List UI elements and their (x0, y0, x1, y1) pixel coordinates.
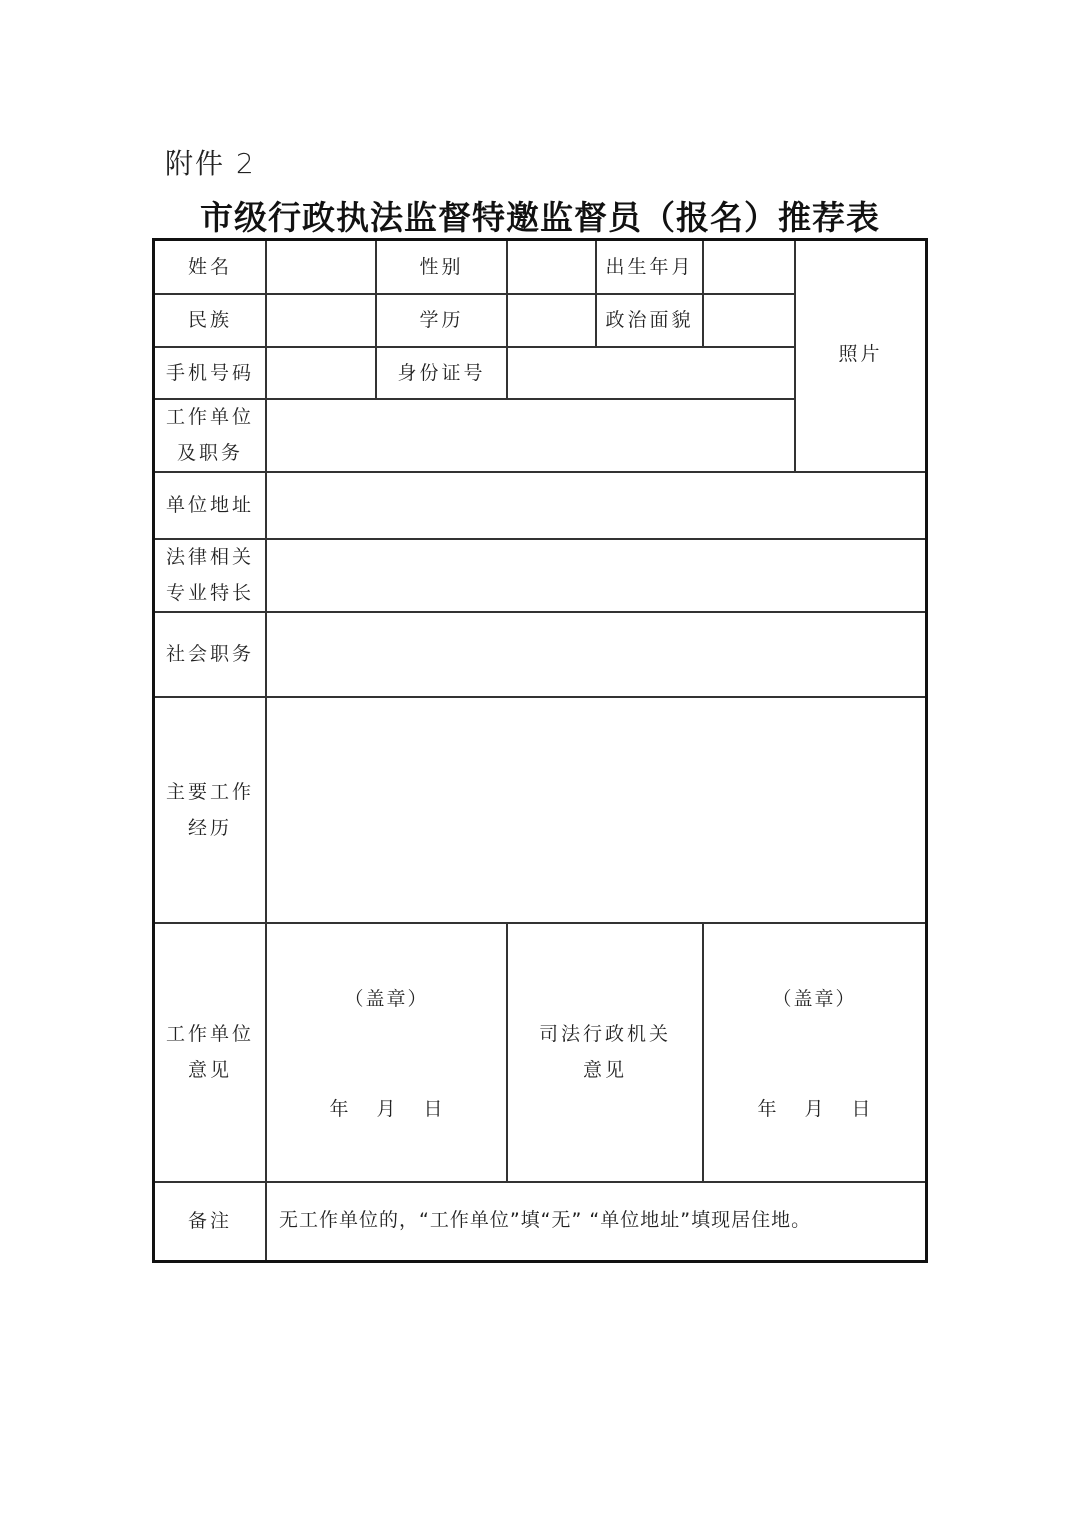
ethnicity-label: 民族 (187, 309, 232, 331)
birth-date-field[interactable] (704, 241, 794, 293)
label-line: 专业特长 (165, 582, 254, 604)
employer-date-label: 年 月 日 (329, 1098, 444, 1120)
gender-field[interactable] (508, 241, 595, 293)
education-field[interactable] (508, 294, 595, 346)
employer-position-field[interactable] (267, 399, 794, 471)
id-number-field[interactable] (508, 347, 794, 398)
phone-label: 手机号码 (165, 361, 254, 384)
label-line: 及职务 (176, 442, 243, 464)
name-label: 姓名 (187, 256, 232, 278)
label-line: 司法行政机关 (538, 1023, 671, 1045)
label-line: 法律相关 (165, 546, 254, 568)
work-experience-label (155, 697, 265, 922)
label-line: 主要工作 (165, 780, 254, 803)
social-positions-label: 社会职务 (165, 643, 254, 665)
education-label: 学历 (419, 309, 464, 331)
political-status-field[interactable] (704, 294, 794, 346)
ethnicity-field[interactable] (267, 294, 375, 346)
attachment-label: 附件 2 (165, 147, 256, 180)
judicial-seal-label: （盖章） (772, 988, 857, 1010)
birth-date-label: 出生年月 (605, 256, 694, 278)
label-line: 意见 (187, 1059, 232, 1081)
label-line: 工作单位 (165, 1023, 254, 1045)
employer-opinion-label (155, 923, 265, 1181)
photo-label: 照片 (838, 343, 883, 365)
judicial-opinion-field[interactable] (704, 923, 925, 1181)
employer-address-label: 单位地址 (165, 494, 254, 516)
social-positions-field[interactable] (267, 612, 925, 696)
judicial-date-label: 年 月 日 (757, 1098, 872, 1120)
employer-opinion-field[interactable] (267, 923, 506, 1181)
photo-placeholder[interactable] (796, 241, 925, 471)
employer-address-field[interactable] (267, 472, 925, 538)
id-number-label: 身份证号 (397, 361, 486, 384)
employer-position-label (155, 399, 265, 471)
legal-expertise-field[interactable] (267, 539, 925, 611)
judicial-opinion-label (508, 923, 702, 1181)
work-experience-field[interactable] (267, 697, 925, 922)
form-title: 市级行政执法监督特邀监督员（报名）推荐表 (200, 198, 880, 237)
employer-seal-label: （盖章） (344, 988, 429, 1010)
remarks-label: 备注 (187, 1210, 232, 1232)
legal-expertise-label (155, 539, 265, 611)
name-field[interactable] (267, 241, 375, 293)
gender-label: 性别 (419, 256, 464, 278)
phone-field[interactable] (267, 347, 375, 398)
label-line: 工作单位 (165, 406, 254, 428)
label-line: 经历 (187, 816, 232, 839)
remarks-text: 无工作单位的，“工作单位”填“无” “单位地址”填现居住地。 (279, 1209, 812, 1231)
label-line: 意见 (582, 1059, 627, 1081)
political-status-label: 政治面貌 (605, 309, 694, 331)
